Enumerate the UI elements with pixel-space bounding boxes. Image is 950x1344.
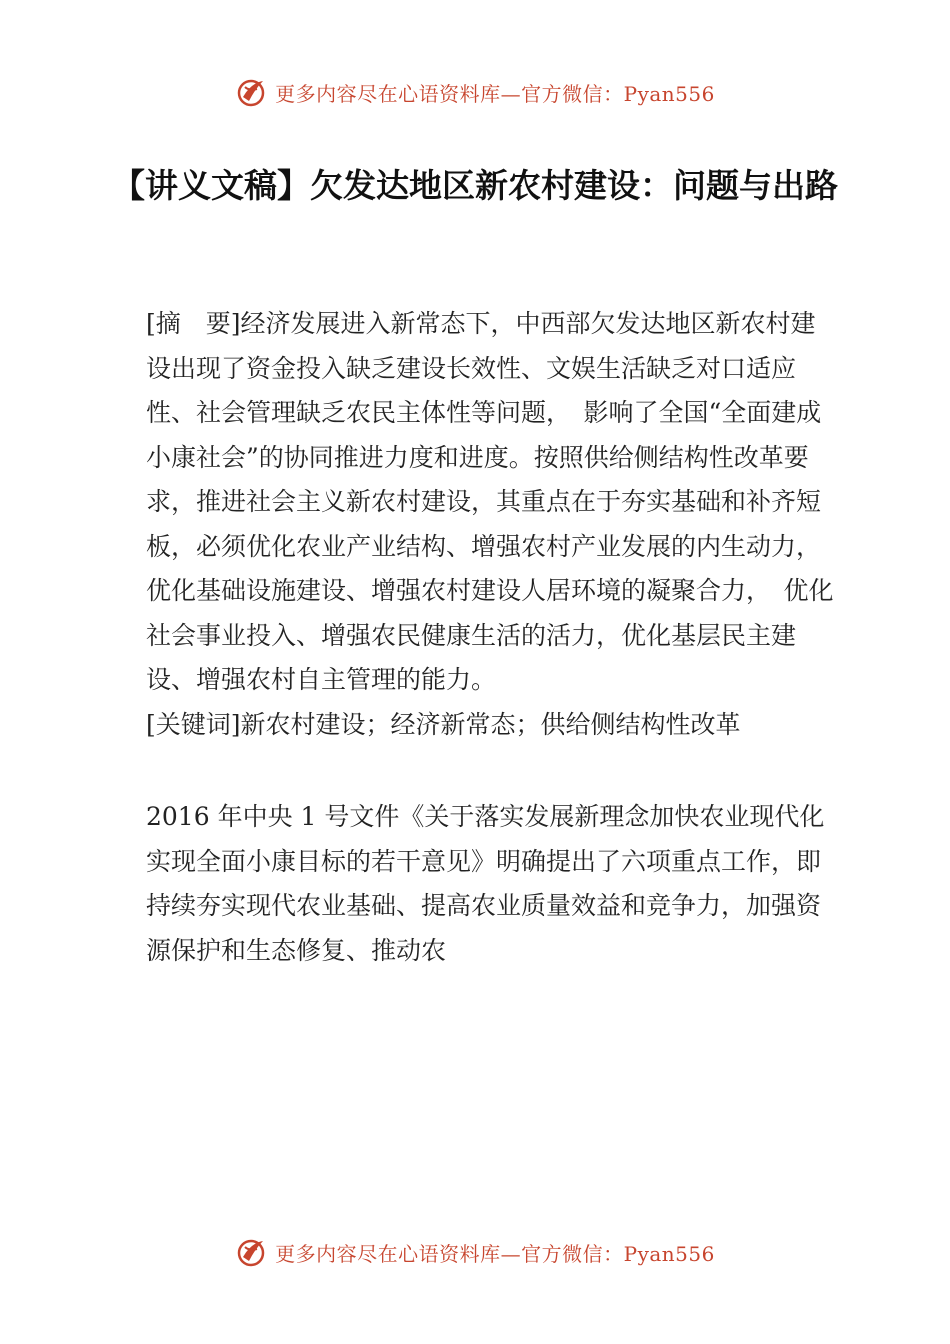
header-banner (0, 70, 950, 114)
document-body (146, 302, 836, 973)
keywords-paragraph: [关键词]新农村建设；经济新常态；供给侧结构性改革 (146, 709, 741, 739)
page-title: 【讲义文稿】欠发达地区新农村建设：问题与出路 (112, 166, 838, 205)
paragraph-spacer (146, 747, 836, 795)
body-paragraph: 2016 年中央 1 号文件《关于落实发展新理念加快农业现代化实现全面小康目标的若干意见》明确提出了六项重点工作，即持续夯实现代农业基础、提高农业质量效益和竞争力，加强资源保护和生态修复、推动农 (146, 802, 825, 965)
abstract-paragraph: [摘 要]经济发展进入新常态下，中西部欠发达地区新农村建设出现了资金投入缺乏建设长效性、文娱生活缺乏对口适应性、社会管理缺乏农民主体性等问题， 影响了全国“全面建成小康社会”的协同推进力度和进度。按照供给侧结构性改革要求，推进社会主义新农村建设，其重点在于夯实基础和补齐短板，必须优化农业产业结构、增强农村产业发展的内生动力，优化基础设施建设、增强农村建设人居环境的凝聚合力， 优化社会事业投入、增强农民健康生活的活力，优化基层民主建设、增强农村自主管理的能力。 (146, 309, 834, 694)
footer-banner (0, 1230, 950, 1274)
header-banner-text: 更多内容尽在心语资料库—官方微信：Pyan556 (275, 81, 715, 106)
brand-logo-icon (235, 1235, 269, 1269)
footer-banner-text: 更多内容尽在心语资料库—官方微信：Pyan556 (275, 1241, 715, 1266)
brand-logo-icon (235, 75, 269, 109)
